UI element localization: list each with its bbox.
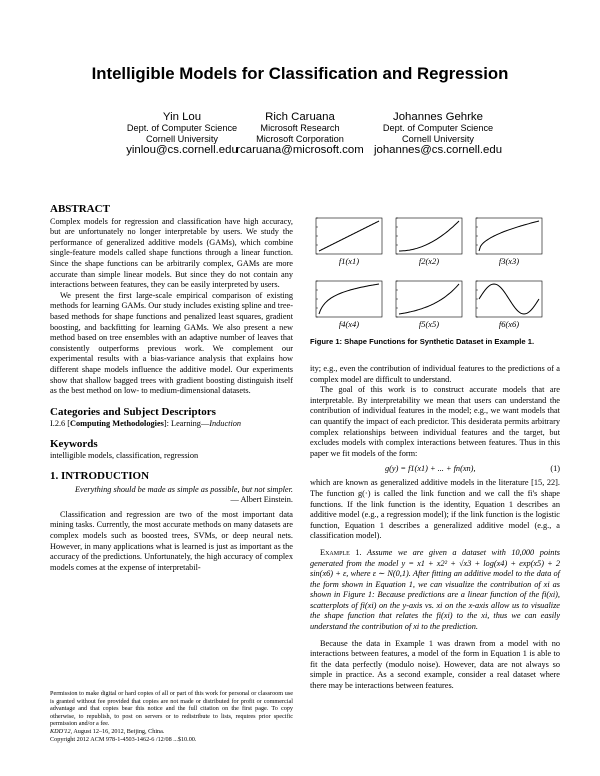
copyright-footnote <box>50 690 293 743</box>
epigraph-author: — Albert Einstein. <box>230 495 293 505</box>
body-paragraph: ity; e.g., even the contribution of individual features to the predictions of a complex model are difficult to understand. <box>310 364 560 384</box>
shape-function-curve <box>319 221 379 251</box>
author-name: Rich Caruana <box>265 111 335 123</box>
keywords-text: intelligible models, classification, regression <box>50 451 199 461</box>
section-heading: 1. INTRODUCTION <box>50 470 150 483</box>
author-affiliation: Cornell University <box>146 134 218 144</box>
plot-label: f2(x2) <box>418 256 440 266</box>
shape-function-curve <box>479 284 539 314</box>
figure-1 <box>306 210 551 350</box>
plot-frame <box>396 218 462 254</box>
plot-label: f3(x3) <box>498 256 520 266</box>
author-affiliation: Microsoft Research <box>260 123 340 133</box>
author-email: rcaruana@microsoft.com <box>236 144 364 156</box>
plot-frame <box>476 218 542 254</box>
categories-heading: Categories and Subject Descriptors <box>50 405 216 418</box>
permission-notice: Permission to make digital or hard copies of all or part of this work for personal or classroom use is granted without fee provided that copies are not made or distributed for profit or commercial advantage and that copies bear this notice and the full citation on the first page. To copy otherwise, to republish, to post on servers or to redistribute to lists, requires prior specific permission and/or a fee. <box>50 690 293 728</box>
epigraph: Everything should be made as simple as possible, but not simpler. <box>74 484 293 494</box>
paper-title: Intelligible Models for Classification and Regression <box>91 64 509 83</box>
plot-label: f1(x1) <box>338 256 360 266</box>
author-block <box>348 112 528 156</box>
figure-caption: Figure 1: Shape Functions for Synthetic Dataset in Example 1. <box>310 337 535 346</box>
intro-paragraph: Classification and regression are two of the most important data mining tasks. Currently, the most accurate methods on many datasets are complex models such as boosted trees, SVMs, or deep neural nets. However, in many applications what is learned is just as important as the accuracy of the predictions. Unfortunately, the high accuracy of complex models comes at the expense of interpretabil- <box>50 509 293 572</box>
equation-number: (1) <box>550 464 560 474</box>
author-name: Johannes Gehrke <box>393 111 483 123</box>
shape-function-curve <box>479 221 539 251</box>
shape-function-curve <box>399 221 459 251</box>
plot-frame <box>396 281 462 317</box>
shape-function-curve <box>319 284 379 314</box>
abstract-paragraph: We present the first large-scale empirical comparison of existing methods for learning GAMs. Our study includes existing spline and tree-based methods for shape functions and penalized least squares, gradient boosting, and backfitting for learning GAMs. We also present a new method based on tree ensembles with an adaptive number of leaves that consistently outperforms previous work. We complement our experimental results with a bias-variance analysis that explains how different shape models influence the additive model. Our experiments show that shallow bagged trees with gradient boosting distinguish itself as the best method on low- to medium-dimensional datasets. <box>50 290 293 396</box>
body-paragraph: which are known as generalized additive models in the literature [15, 22]. The function g(·) is called the link function and we call the fi's shape functions. If the link function is the identity, Equation 1 describes an additive model (e.g., a regression model); if the link function is the logistic function, Equation 1 describes a generalized additive model (e.g., a classification model). <box>310 478 560 541</box>
left-column <box>50 204 293 573</box>
figure-1-plots <box>306 210 551 350</box>
abstract-paragraph: Complex models for regression and classification have high accuracy, but are unfortunately no longer interpretable by users. We study the performance of generalized additive models (GAMs), which combine single-feature models called shape functions through a linear function. Since the shape functions can be arbitrarily complex, GAMs are more accurate than simple linear models. But since they do not contain any interactions between features, they can be easily interpreted by users. <box>50 216 293 290</box>
abstract-heading: ABSTRACT <box>50 203 110 215</box>
body-paragraph: The goal of this work is to construct accurate models that are interpretable. By interpretability we mean that users can understand the contribution of individual features in the model; e.g., we want models that can quantify the impact of each predictor. This desiderata permits arbitrary complex relationships between individual features and the target, but excludes models with complex interactions between features. Thus in this paper we fit models of the form: <box>310 385 560 458</box>
keywords-heading: Keywords <box>50 437 98 450</box>
body-paragraph: Because the data in Example 1 was drawn from a model with no interactions between features, a model of the form in Equation 1 is able to fit the data perfectly (modulo noise). However, data are not always so simple in practice. As a second example, consider a real dataset where there may be interactions between features. <box>310 638 560 691</box>
right-column <box>310 364 560 692</box>
author-email: yinlou@cs.cornell.edu <box>126 144 238 156</box>
plot-label: f4(x4) <box>338 319 360 329</box>
equation: g(y) = f1(x1) + ... + fn(xn), <box>385 464 476 474</box>
author-affiliation: Dept. of Computer Science <box>126 123 238 133</box>
plot-label: f5(x5) <box>418 319 440 329</box>
author-affiliation: Cornell University <box>402 134 474 144</box>
shape-function-curve <box>399 284 459 314</box>
plot-frame <box>316 281 382 317</box>
author-affiliation: Microsoft Corporation <box>256 134 344 144</box>
plot-label: f6(x6) <box>498 319 520 329</box>
author-name: Yin Lou <box>162 111 202 123</box>
venue-line: KDD'12, August 12–16, 2012, Beijing, China. <box>50 727 165 735</box>
copyright-line: Copyright 2012 ACM 978-1-4503-1462-6 /12/08 ...$10.00. <box>50 735 197 743</box>
categories-text: I.2.6 [Computing Methodologies]: Learning—Induction <box>50 419 242 429</box>
example-1: Example 1. Assume we are given a dataset with 10,000 points generated from the model y = x1 + x2² + √x3 + log(x4) + exp(x5) + 2 sin(x6) + ε, where ε ∼ N(0,1). After fitting an additive model to the data of the form shown in Equation 1, we can visualize the contribution of xi as shown in Figure 1: Because predictions are a linear function of the fi(xi), scatterplots of fi(xi) on the y-axis vs. xi on the x-axis allow us to visualize the shape function that relates the fi(xi) to the xi, thus we can easily understand the contribution of xi to the prediction. <box>310 547 560 632</box>
author-email: johannes@cs.cornell.edu <box>373 144 503 156</box>
author-affiliation: Dept. of Computer Science <box>382 123 494 133</box>
equation-1 <box>310 462 560 478</box>
